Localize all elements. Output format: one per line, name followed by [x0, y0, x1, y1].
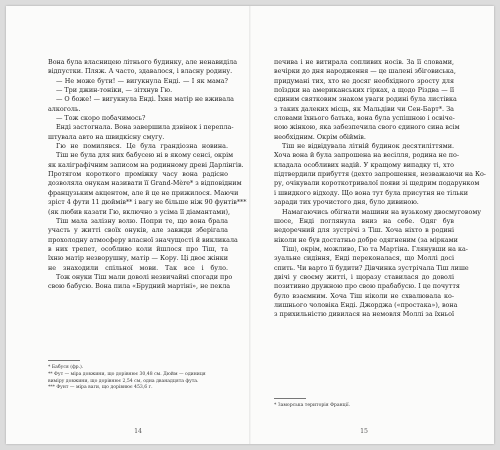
footnote-rule — [48, 360, 80, 361]
footnote-line: *** Фунт — міра ваги, що дорівнює 453,6 г. — [48, 385, 153, 391]
text-line: участь у житті своїх онуків, але завжди зберігала — [48, 226, 228, 235]
text-line: ніколи не був достатньо добре одягненим (за мірками — [274, 235, 458, 244]
footnote-line: * Бабуся (фр.). — [48, 365, 84, 370]
text-line: Гю не помилявся. Це була грандіозна новина. — [56, 142, 228, 151]
text-line: ру, очікували короткотривалої появи зі щедрим подарунком — [274, 179, 480, 188]
text-line: з прихильністю дивилася на немовля Моллі за їхньої — [274, 310, 454, 319]
page-number-right: 15 — [360, 428, 368, 435]
text-line: Протягом короткого проміжку часу вона радісно — [48, 170, 228, 179]
text-line: штувала авто на швидкісну смугу. — [48, 132, 165, 141]
text-line: лишнього чоловіка Енді. Джорджа («простака»), вона — [274, 300, 458, 309]
text-line: Тіш не була для них бабусею ні в якому сенсі, окрім — [56, 151, 234, 160]
text-line: спить. Чи варто її будити? Дівчинка зустрічала Тіш лише — [274, 263, 469, 272]
left-page-body — [48, 58, 247, 292]
text-line: Тіш), окрім, можливо, Гю та Мартіна. Глянувши на ка- — [282, 244, 468, 253]
text-line: зріст 4 фути 11 дюймів** і вагу не більше ніж 90 фунтів*** — [48, 198, 247, 207]
left-page-footnotes — [48, 360, 228, 392]
text-line: французьким акцентом, але й це не прижилося. Маючи — [48, 188, 239, 197]
text-line: і швидкого відходу. Що вона тут була присутня не тільки — [274, 188, 469, 197]
text-line: з таких далеких місць, як Мальдіви чи Сен-Барт*. За — [274, 104, 454, 113]
page-number-left: 14 — [134, 428, 142, 435]
text-line: печива і не витирала сопливих носів. За її словами, — [274, 58, 454, 66]
footnote-line: виміру довжини, що дорівнює 2,54 см, одна дванадцята фута. — [48, 378, 199, 384]
text-line: (як любив казати Гю, включно з усіма її діамантами), — [48, 207, 231, 216]
right-page-body — [274, 58, 486, 320]
text-line: — Три джин-тоніки, — зітхнув Гю. — [56, 86, 173, 95]
text-line: єдиним святковим знаком уваги родині була листівка — [274, 95, 457, 104]
text-line: свою бабусю. Вона пила «Брудний мартіні», не пекла — [48, 282, 231, 291]
text-line: вечірки до дня народження — це шалені збіговиська, — [274, 67, 456, 76]
text-line: шосе, Енді поглянула вниз на себе. Одяг був — [274, 216, 454, 225]
text-line: словами їхнього батька, вона була успішною і освіче- — [274, 114, 455, 123]
text-line: їхню матір незворушну, матір — Кору. Ці двоє жінки — [48, 254, 228, 263]
text-line: — Тож скоро побачимось? — [56, 114, 146, 123]
text-line: поїздки на американських гірках, а щодо Різдва — її — [274, 86, 454, 95]
text-line: як каліграфічним записом на родинному древі Дарлінгів. — [48, 160, 244, 169]
footnote-rule — [274, 398, 306, 399]
footnote — [48, 365, 228, 372]
text-line: алкоголь. — [48, 104, 81, 113]
text-line: Тож онуки Тіш мали доволі незвичайні спогади про — [56, 272, 233, 281]
text-line: не знаходили спільної мови. Так все і було. — [48, 263, 228, 272]
text-line: недоречний для зустрічі з Тіш. Хоча ніхто в родині — [274, 226, 454, 235]
text-line: підтвердили прибуття (дехто запрошення, незважаючи на Ко- — [274, 170, 486, 179]
text-line: позитивно дружною про свою прабабусю. І це почуття — [274, 282, 460, 291]
text-line: придумані тих, хто не досяг необхідного зросту для — [274, 76, 454, 85]
footnote-line: * Заморська територія Франції. — [274, 403, 351, 408]
text-line: — О боже! — вигукнула Енді. Їхня матір не вживала — [56, 95, 234, 104]
right-page-footnotes — [274, 398, 454, 410]
text-line: двічі у своєму житті, і щоразу ставилася до доволі — [274, 272, 454, 281]
text-line: Намагаючись обігнати машини на вузькому двосмуговому — [282, 207, 482, 216]
book-spread — [6, 6, 494, 444]
text-line: в них трепет, особливо коли йшлося про Тіш, та — [48, 244, 228, 253]
text-line: відпустки. Пляж. А часто, здавалося, і власну родину. — [48, 67, 233, 76]
footnote — [274, 403, 454, 410]
text-line: Енді застогнала. Вона завершила дзвінок і перепла- — [56, 123, 234, 132]
text-line: було взаємним. Хоча Тіш ніколи не схвалювала ко- — [274, 291, 454, 300]
text-line: зуальне сидіння, Енді переконалася, що Моллі досі — [274, 254, 454, 263]
text-line: заради тих урочистого дня, було дивиною. — [274, 198, 419, 207]
text-line: ною жінкою, яка забезпечила свого єдиного сина всім — [274, 123, 460, 132]
text-line: прохолодну атмосферу власної значущості й викликала — [48, 235, 238, 244]
text-line: кладала особливих надій. У кращому випадку ті, хто — [274, 160, 454, 169]
text-line: Вона була власницею літнього будинку, але ненавиділа — [48, 58, 238, 66]
text-line: Тіш мала залізну волю. Попри те, що вона брала — [56, 216, 228, 225]
text-line: Хоча вона й була запрошена на весілля, родина не по- — [274, 151, 460, 160]
footnote — [48, 372, 228, 386]
text-line: Тіш не відвідувала літній будинок десятиліттями. — [282, 142, 454, 151]
book-gutter — [249, 6, 251, 444]
footnote — [48, 385, 228, 392]
footnote-line: ** Фут — міра довжини, що дорівнює 30,48 см. Дюйм — одиниця — [48, 371, 206, 377]
text-line: необхідним. Окрім обіймів. — [274, 132, 366, 141]
text-line: дозволяла онукам називати її Grand-Mère* з відповідним — [48, 179, 242, 188]
text-line: — Не може бути! — вигукнула Енді. — І як мама? — [56, 76, 228, 85]
